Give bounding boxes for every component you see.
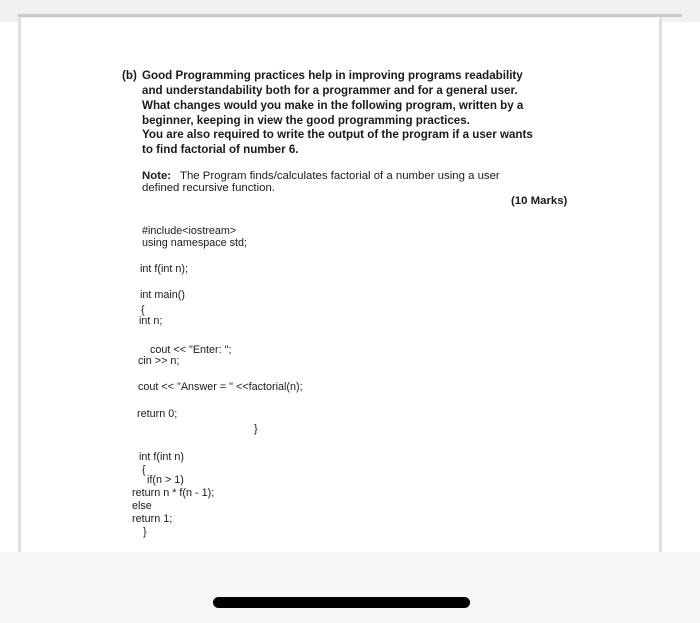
bottom-background — [0, 552, 700, 623]
question-line-5: You are also required to write the output of the program if a user wants — [142, 128, 533, 141]
code-line-function-close-brace: } — [143, 526, 147, 538]
question-line-6: to find factorial of number 6. — [142, 143, 299, 156]
question-line-4: beginner, keeping in view the good programming practices. — [142, 114, 470, 127]
code-line-include: #include<iostream> — [142, 225, 237, 237]
code-line-main: int main() — [140, 289, 185, 301]
code-line-return-recursive: return n * f(n - 1); — [132, 487, 215, 499]
code-line-function-header: int f(int n) — [139, 451, 185, 463]
code-line-declare-n: int n; — [139, 315, 163, 327]
code-line-main-open-brace: { — [141, 304, 145, 316]
note-line-1: The Program finds/calculates factorial of a number using a user — [180, 170, 500, 182]
question-line-3: What changes would you make in the following program, written by a — [142, 99, 524, 112]
note-line-2: defined recursive function. — [142, 182, 275, 194]
home-indicator-bar[interactable] — [213, 597, 470, 608]
question-line-2: and understandability both for a programmer and for a general user. — [142, 84, 518, 97]
code-line-prototype: int f(int n); — [140, 263, 189, 275]
code-line-cin: cin >> n; — [138, 355, 180, 367]
question-label: (b) — [122, 69, 137, 82]
code-line-cout-answer: cout << "Answer = " <<factorial(n); — [138, 381, 303, 393]
marks-label: (10 Marks) — [511, 195, 568, 207]
code-line-namespace: using namespace std; — [142, 237, 248, 249]
note-label: Note: — [142, 170, 172, 182]
question-line-1: Good Programming practices help in improving programs readability — [142, 69, 523, 82]
code-line-return-1: return 1; — [132, 513, 173, 525]
top-divider — [18, 14, 682, 17]
code-line-function-open-brace: { — [142, 464, 146, 476]
code-line-if: if(n > 1) — [147, 474, 184, 486]
code-line-return-0: return 0; — [137, 408, 178, 420]
code-line-cout-enter: cout << "Enter: "; — [150, 344, 232, 356]
code-line-else: else — [132, 500, 152, 512]
code-line-main-close-brace: } — [254, 423, 258, 435]
